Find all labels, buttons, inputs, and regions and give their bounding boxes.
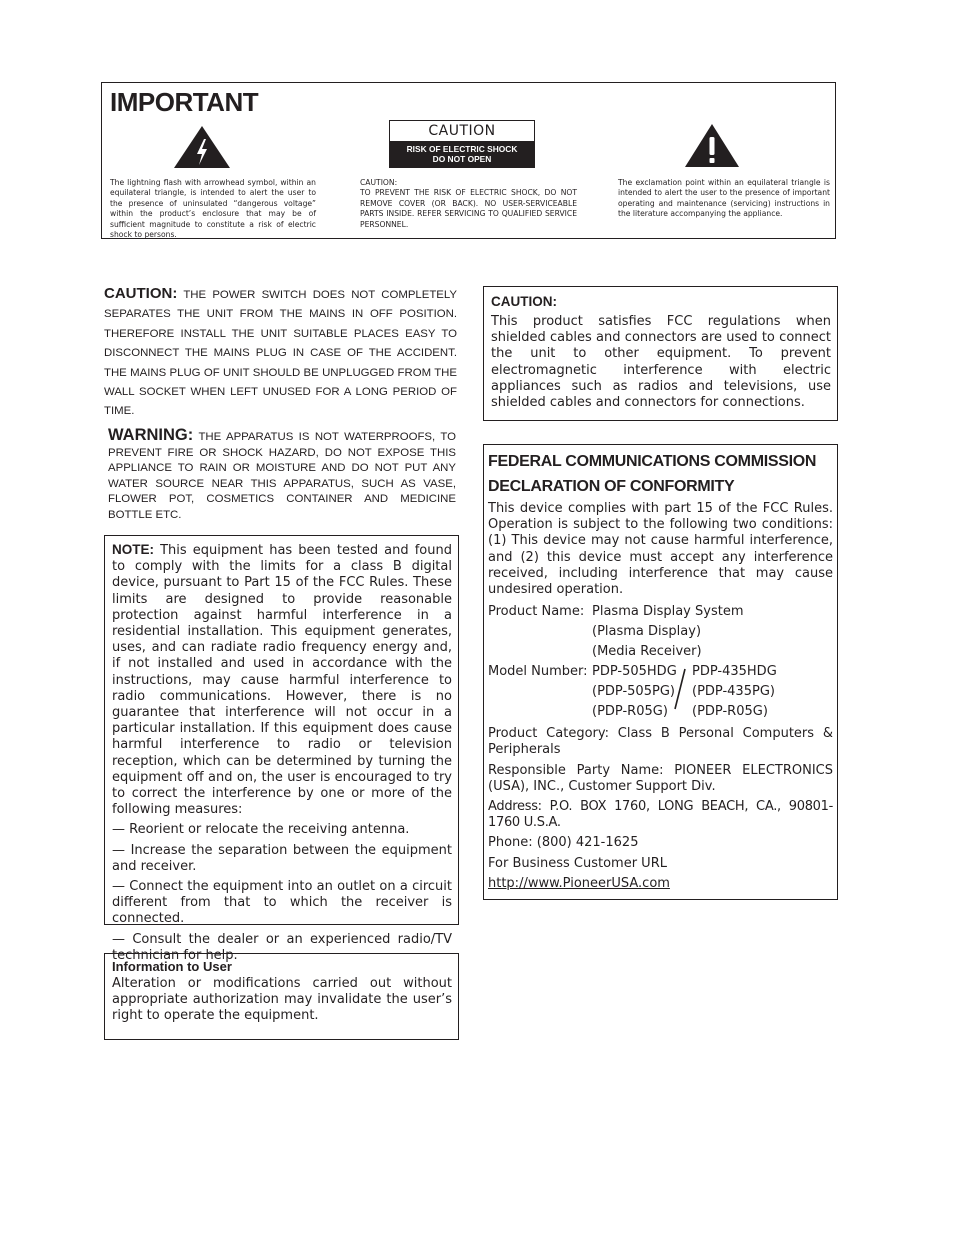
declaration-of-conformity-box — [483, 444, 838, 900]
model-number-label: Model Number: — [488, 664, 588, 680]
measure-item: — Increase the separation between the equipment and receiver. — [112, 842, 452, 874]
fcc-caution-text: This product satisfies FCC regulations when shielded cables and connectors are used to connect the unit to other equipment. To prevent electromagnetic interference with electric appliances such as radios and televisions, use shielded cables and connectors for connections. — [491, 314, 831, 411]
caution-service-body: TO PREVENT THE RISK OF ELECTRIC SHOCK, DO NOT REMOVE COVER (OR BACK). NO USER-SERVICEABLE PARTS INSIDE. REFER SERVICING TO QUALIFIED SERVICE PERSONNEL. — [360, 188, 577, 229]
model-right: (PDP-435PG) — [692, 684, 775, 700]
important-title: IMPORTANT — [110, 87, 259, 117]
caution-label-warning — [390, 141, 534, 167]
fcc-note-box — [104, 535, 459, 963]
caution-label-title: CAUTION — [390, 121, 534, 141]
address: Address: P.O. BOX 1760, LONG BEACH, CA., 90801-1760 U.S.A. — [488, 799, 833, 831]
exclamation-warning-icon — [684, 123, 740, 168]
info-user-label: Information to User — [112, 959, 232, 974]
doc-heading-line-2: DECLARATION OF CONFORMITY — [488, 478, 735, 495]
power-switch-caution — [104, 284, 457, 422]
note-label: NOTE: — [112, 542, 154, 557]
power-caution-label: CAUTION: — [104, 285, 178, 302]
lightning-warning-icon — [173, 125, 231, 169]
doc-intro: This device complies with part 15 of the FCC Rules. Operation is subject to the following two conditions: (1) This device may not cause harmful interference, and (2) this device must accept any interference received, including interference that may cause undesired operation. — [488, 501, 833, 598]
information-to-user-box — [104, 953, 459, 1040]
measure-item: — Connect the equipment into an outlet on a circuit different from that to which the receiver is connected. — [112, 879, 452, 927]
url-label: For Business Customer URL — [488, 855, 667, 871]
note-text: This equipment has been tested and found to comply with the limits for a class B digital device, pursuant to Part 15 of the FCC Rules. These limits are designed to provide reasonable protection against harmful interference in a residential installation. This equipment generates, uses, and can radiate radio frequency energy and, if not installed and used in accordance with the instructions, may cause harmful interference to radio communications. However, there is no guarantee that interference will not occur in a particular installation. If this equipment does cause harmful interference to radio or television reception, which can be determined by turning the equipment off and on, the user is encouraged to try to correct the interference by one or more of the following measures: — [112, 543, 452, 818]
product-sub: (Media Receiver) — [592, 644, 702, 660]
model-right: PDP-435HDG — [692, 664, 777, 680]
important-panel — [101, 82, 836, 239]
caution-label — [389, 120, 535, 168]
model-left: (PDP-R05G) — [592, 704, 668, 720]
phone: Phone: (800) 421-1625 — [488, 835, 639, 851]
lightning-description: The lightning flash with arrowhead symbol, within an equilateral triangle, is intended to alert the user to the presence of uninsulated “dangerous voltage” within the product’s enclosure that may be of sufficient magnitude to constitute a risk of electric shock to persons. — [110, 178, 316, 240]
measure-item: — Consult the dealer or an experienced radio/TV technician for help. — [112, 931, 452, 963]
exclamation-description: The exclamation point within an equilateral triangle is intended to alert the user to the presence of important operating and maintenance (servicing) instructions in the literature accompanying the appliance. — [618, 178, 830, 219]
caution-service-text — [360, 178, 577, 230]
measure-item: — Reorient or relocate the receiving antenna. — [112, 822, 410, 838]
info-user-text: Alteration or modifications carried out without appropriate authorization may invalidate the user’s right to operate the equipment. — [112, 976, 452, 1024]
product-name-label: Product Name: — [488, 604, 585, 620]
responsible-party: Responsible Party Name: PIONEER ELECTRONICS (USA), INC., Customer Support Div. — [488, 762, 833, 794]
product-name-block — [488, 602, 833, 662]
warning-label: WARNING: — [108, 426, 194, 444]
caution-service-head: CAUTION: — [360, 178, 398, 187]
product-sub: (Plasma Display) — [592, 624, 702, 640]
doc-heading-line-1: FEDERAL COMMUNICATIONS COMMISSION — [488, 453, 817, 470]
pioneer-url-link[interactable]: http://www.PioneerUSA.com — [488, 875, 670, 891]
product-category: Product Category: Class B Personal Computers & Peripherals — [488, 726, 833, 758]
caution-label-line-1: RISK OF ELECTRIC SHOCK — [406, 144, 518, 154]
waterproof-warning — [108, 428, 456, 524]
fcc-caution-label: CAUTION: — [491, 294, 557, 309]
model-left: (PDP-505PG) — [592, 684, 675, 700]
power-caution-text: THE POWER SWITCH DOES NOT COMPLETELY SEPARATES THE UNIT FROM THE MAINS IN OFF POSITION. THEREFORE INSTALL THE UNIT SUITABLE PLACES EASY TO DISCONNECT THE MAINS PLUG IN CASE OF THE ACCIDENT. THE MAINS PLUG OF UNIT SHOULD BE UNPLUGGED FROM THE WALL SOCKET WHEN LEFT UNUSED FOR A LONG PERIOD OF TIME. — [104, 289, 457, 418]
model-right: (PDP-R05G) — [692, 704, 768, 720]
product-name: Plasma Display System — [592, 604, 744, 620]
model-left: PDP-505HDG — [592, 664, 677, 680]
model-number-block — [488, 662, 833, 722]
warning-text: THE APPARATUS IS NOT WATERPROOFS, TO PREVENT FIRE OR SHOCK HAZARD, DO NOT EXPOSE THIS APPLIANCE TO RAIN OR MOISTURE AND DO NOT PUT ANY WATER SOURCE NEAR THIS APPARATUS, SUCH AS VASE, FLOWER POT, COSMETICS CONTAINER AND MEDICINE BOTTLE ETC. — [108, 431, 456, 521]
caution-label-line-2: DO NOT OPEN — [432, 154, 492, 164]
fcc-caution-box — [483, 286, 838, 421]
